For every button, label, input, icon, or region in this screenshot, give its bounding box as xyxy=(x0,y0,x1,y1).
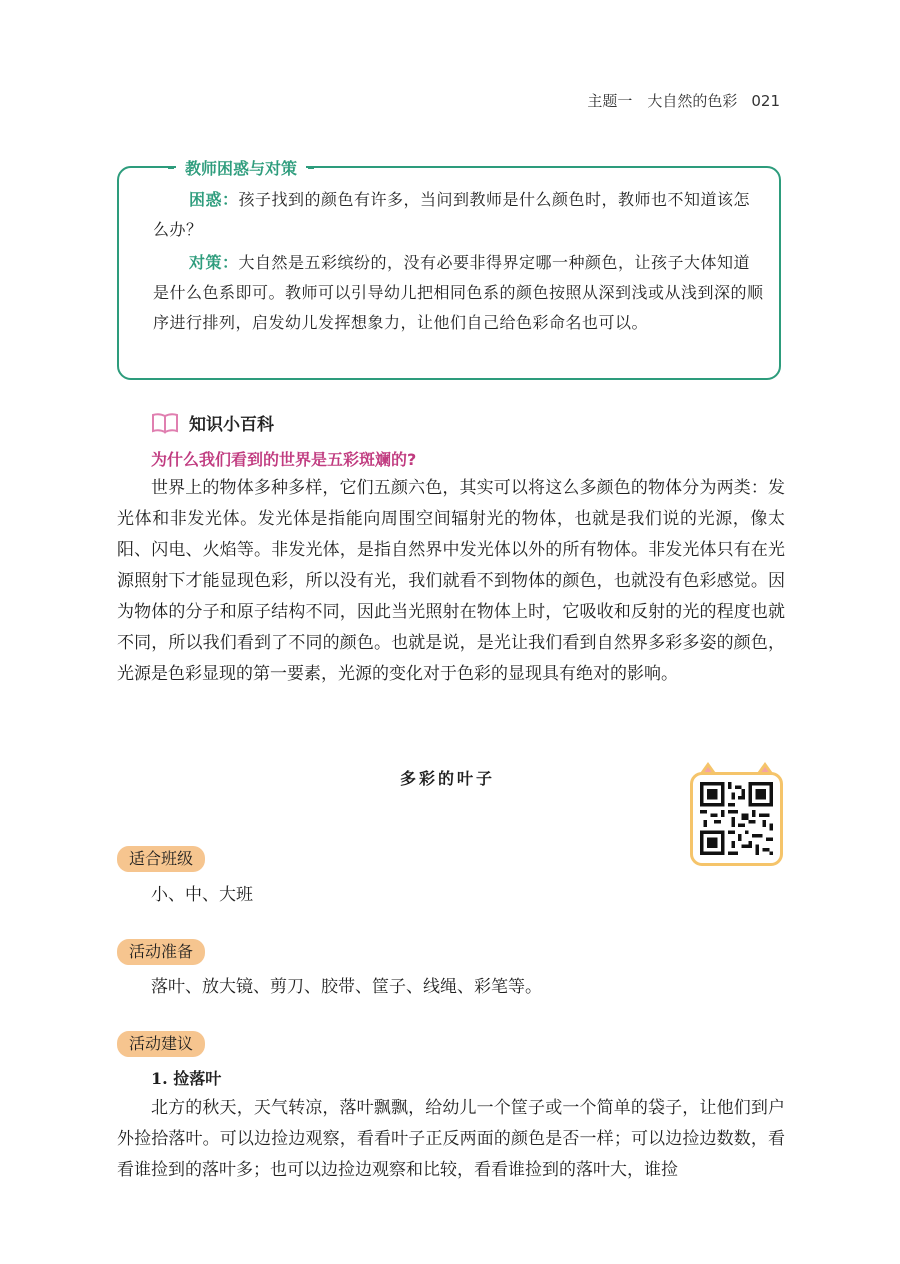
strategy-text: 大自然是五彩缤纷的，没有必要非得界定哪一种颜色，让孩子大体知道是什么色系即可。教师可以引导幼儿把相同色系的颜色按照从深到浅或从浅到深的顺序进行排列，启发幼儿发挥想象力，让他们自己给色彩命名也可以。 xyxy=(153,253,764,332)
prep-text: 落叶、放大镜、剪刀、胶带、筐子、线绳、彩笔等。 xyxy=(151,977,542,997)
book-icon xyxy=(151,412,179,434)
activity-title: 多彩的叶子 xyxy=(400,769,496,788)
page-number: 021 xyxy=(751,92,780,110)
page-header xyxy=(587,90,780,111)
encyclopedia-title: 知识小百科 xyxy=(189,415,274,435)
tip-strategy-paragraph xyxy=(153,248,765,338)
puzzle-text: 孩子找到的颜色有许多，当问到教师是什么颜色时，教师也不知道该怎么办？ xyxy=(153,190,751,239)
teacher-tip-title: 教师困惑与对策 xyxy=(176,156,306,179)
class-text: 小、中、大班 xyxy=(151,885,253,905)
tip-puzzle-paragraph xyxy=(153,185,765,245)
qr-code-badge[interactable] xyxy=(690,762,783,866)
prep-tag: 活动准备 xyxy=(117,939,205,965)
suggest-tag: 活动建议 xyxy=(117,1031,205,1057)
qr-code-icon xyxy=(700,782,773,855)
puzzle-label: 困惑： xyxy=(189,190,239,209)
strategy-label: 对策： xyxy=(189,253,239,272)
encyclopedia-heading xyxy=(151,410,274,435)
encyclopedia-question: 为什么我们看到的世界是五彩斑斓的? xyxy=(151,450,417,469)
class-tag: 适合班级 xyxy=(117,846,205,872)
step1-paragraph: 北方的秋天，天气转凉，落叶飘飘，给幼儿一个筐子或一个简单的袋子，让他们到户外捡拾落叶。可以边捡边观察，看看叶子正反两面的颜色是否一样；可以边捡边数数，看看谁捡到的落叶多；也可以边捡边观察和比较，看看谁捡到的落叶大，谁捡 xyxy=(117,1098,785,1180)
encyclopedia-paragraph: 世界上的物体多种多样，它们五颜六色，其实可以将这么多颜色的物体分为两类：发光体和非发光体。发光体是指能向周围空间辐射光的物体，也就是我们说的光源，像太阳、闪电、火焰等。非发光体，是指自然界中发光体以外的所有物体。非发光体只有在光源照射下才能显现色彩，所以没有光，我们就看不到物体的颜色，也就没有色彩感觉。因为物体的分子和原子结构不同，因此当光照射在物体上时，它吸收和反射的光的程度也就不同，所以我们看到了不同的颜色。也就是说，是光让我们看到自然界多彩多姿的颜色，光源是色彩显现的第一要素，光源的变化对于色彩的显现具有绝对的影响。 xyxy=(117,478,785,684)
step1-title: 1. 捡落叶 xyxy=(151,1069,222,1088)
chapter-title: 主题一 大自然的色彩 xyxy=(587,92,738,110)
